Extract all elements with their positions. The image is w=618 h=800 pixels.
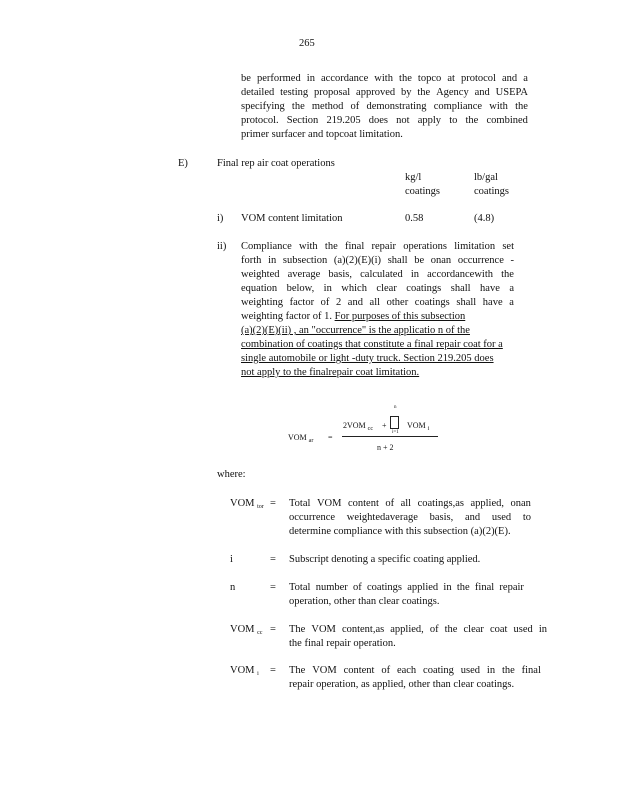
def-vom-tor-line-3: determine compliance with this subsection (a)(2)(E).	[289, 526, 511, 537]
item-ii-line-5: weighting factor of 2 and all other coatings shall have a	[241, 297, 514, 308]
column-lb-unit: lb/gal	[474, 172, 498, 183]
def-i-line-1: Subscript denoting a specific coating applied.	[289, 554, 481, 565]
def-vom-cc-equals: =	[270, 624, 276, 635]
def-vom-tor-term	[230, 497, 264, 514]
def-vom-cc-term-text: VOM	[230, 624, 255, 635]
def-i-equals: =	[270, 554, 276, 565]
def-vom-i-line-1: The VOM content of each coating used in the final	[289, 665, 541, 676]
def-vom-tor-line-1: Total VOM content of all coatings,as applied, onan	[289, 498, 531, 509]
column-lb-header	[474, 171, 509, 199]
def-i-desc	[289, 553, 529, 567]
item-ii-line-3: weighted average basis, calculated in accordancewith the	[241, 269, 514, 280]
section-e-label: E)	[178, 158, 188, 169]
intro-line-2: detailed testing proposal approved by the Agency and USEPA	[241, 87, 528, 98]
item-ii-line-2: forth in subsection (a)(2)(E)(i) shall be onan occurrence -	[241, 255, 514, 266]
def-vom-cc-sub: cc	[257, 630, 263, 636]
item-ii-line-1: Compliance with the final repair operations limitation set	[241, 241, 514, 252]
def-vom-tor-line-2: occurrence weightedaverage basis, and used to	[289, 512, 531, 523]
formula-lhs-sub: ar	[308, 438, 314, 444]
item-ii-line-6-underlined: For purposes of this subsection	[334, 311, 466, 322]
def-n-line-2: operation, other than clear coatings.	[289, 596, 440, 607]
column-lb-coatings: coatings	[474, 186, 509, 197]
section-e-title: Final rep air coat operations	[217, 158, 335, 169]
def-vom-tor-sub: tor	[257, 504, 264, 510]
formula-vom-sub: i	[427, 426, 430, 432]
def-n-line-1: Total number of coatings applied in the final repair	[289, 582, 524, 593]
def-n-desc	[289, 581, 524, 609]
vom-formula	[280, 405, 460, 455]
def-vom-i-term-text: VOM	[230, 665, 255, 676]
item-ii-underlined-line-1: (a)(2)(E)(ii) , an "occurrence" is the applicatio n of the	[241, 325, 470, 336]
def-vom-cc-term	[230, 623, 262, 640]
intro-line-1: be performed in accordance with the topco at protocol and a	[241, 73, 528, 84]
def-vom-i-desc	[289, 664, 541, 692]
formula-plus: +	[382, 421, 387, 430]
item-i-lb-value: (4.8)	[474, 213, 495, 224]
formula-vom-term	[407, 419, 429, 436]
formula-sum-top: n	[394, 405, 397, 410]
def-vom-i-equals: =	[270, 665, 276, 676]
def-vom-tor-desc	[289, 497, 531, 539]
item-ii-paragraph	[241, 240, 514, 380]
page-number: 265	[299, 38, 315, 49]
formula-lhs-text: VOM	[288, 433, 307, 442]
item-ii-underlined-line-4: not apply to the finalrepair coat limitation.	[241, 367, 420, 378]
intro-line-4: protocol. Section 219.205 does not apply to the combined	[241, 115, 528, 126]
intro-line-5: primer surfacer and topcoat limitation.	[241, 129, 403, 140]
def-i-term: i	[230, 554, 233, 565]
column-kg-header	[405, 171, 440, 199]
def-vom-cc-line-1: The VOM content,as applied, of the clear coat used in	[289, 624, 547, 635]
item-i-text: VOM content limitation	[241, 213, 343, 224]
item-ii-label: ii)	[217, 241, 227, 252]
def-vom-i-line-2: repair operation, as applied, other than clear coatings.	[289, 679, 515, 690]
def-vom-tor-equals: =	[270, 498, 276, 509]
formula-num-coef-text: 2VOM	[343, 421, 366, 430]
def-vom-i-term	[230, 664, 259, 681]
def-n-equals: =	[270, 582, 276, 593]
intro-paragraph	[241, 72, 528, 142]
where-label: where:	[217, 469, 246, 480]
formula-equals: =	[328, 433, 333, 442]
item-i-label: i)	[217, 213, 224, 224]
item-ii-underlined-line-2: combination of coatings that constitute a final repair coat for a	[241, 339, 503, 350]
def-n-term: n	[230, 582, 236, 593]
def-vom-cc-desc	[289, 623, 547, 651]
item-ii-line-6-plain: weighting factor of 1.	[241, 311, 332, 322]
def-vom-i-sub: i	[257, 671, 259, 677]
item-i-kg-value: 0.58	[405, 213, 424, 224]
column-kg-coatings: coatings	[405, 186, 440, 197]
def-vom-cc-line-2: the final repair operation.	[289, 638, 396, 649]
formula-sum-bottom: i=1	[392, 430, 399, 435]
formula-denominator: n + 2	[377, 443, 394, 452]
formula-num-sub: cc	[367, 426, 373, 432]
formula-lhs	[288, 431, 313, 448]
formula-vom-term-text: VOM	[407, 421, 426, 430]
intro-line-3: specifying the method of demonstrating compliance with the	[241, 101, 528, 112]
formula-fraction-bar	[342, 436, 438, 437]
def-vom-tor-term-text: VOM	[230, 498, 255, 509]
column-kg-unit: kg/l	[405, 172, 422, 183]
formula-numerator-coef	[343, 419, 373, 436]
item-ii-underlined-line-3: single automobile or light -duty truck. Section 219.205 does	[241, 353, 494, 364]
item-ii-line-6	[241, 310, 514, 324]
item-ii-line-4: equation below, in which clear coatings shall have a	[241, 283, 514, 294]
